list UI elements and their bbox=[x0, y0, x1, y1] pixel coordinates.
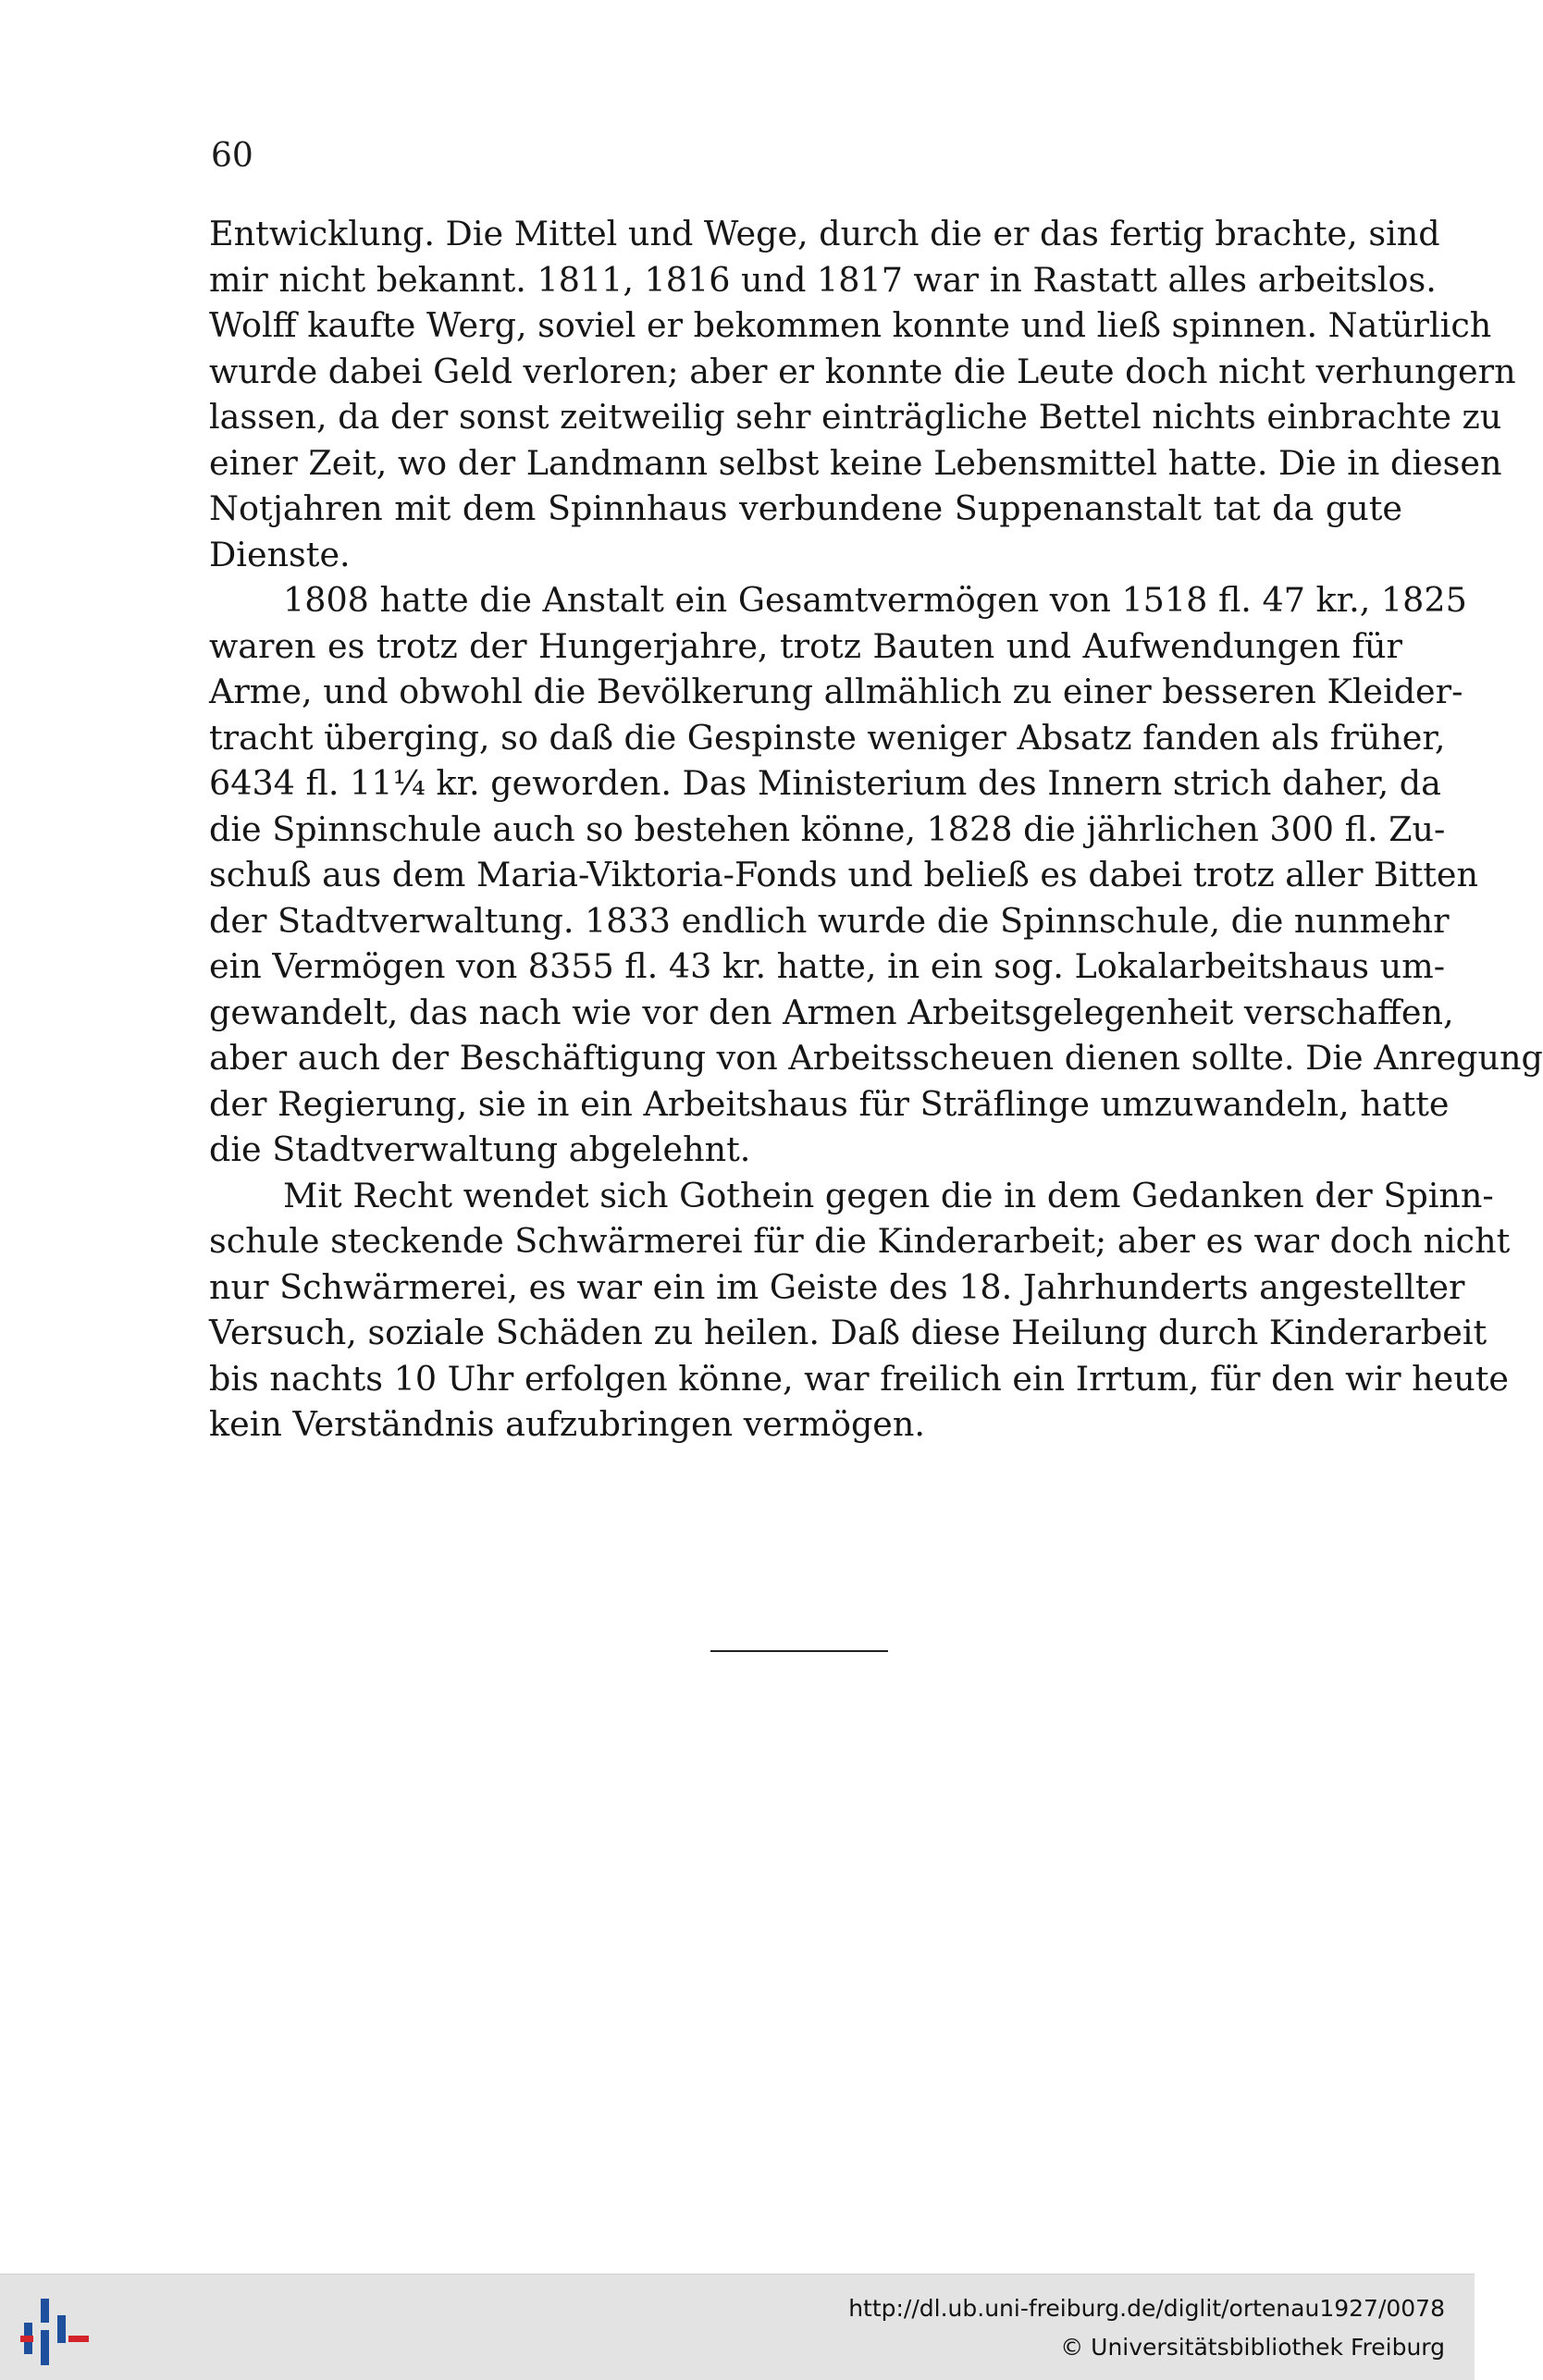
end-divider-rule bbox=[710, 1650, 888, 1652]
text-line: Wolff kaufte Werg, soviel er bekommen konnte und ließ spinnen. Natürlich bbox=[209, 305, 1492, 345]
logo-bar-mid-top bbox=[41, 2299, 49, 2323]
text-line: 6434 fl. 11¼ kr. geworden. Das Ministerium des Innern strich daher, da bbox=[209, 763, 1441, 803]
text-line: lassen, da der sonst zeitweilig sehr einträgliche Bettel nichts einbrachte zu bbox=[209, 397, 1502, 437]
logo-bar-right bbox=[57, 2315, 66, 2343]
text-line: kein Verständnis aufzubringen vermögen. bbox=[209, 1404, 926, 1444]
text-line: mir nicht bekannt. 1811, 1816 und 1817 war in Rastatt alles arbeitslos. bbox=[209, 259, 1437, 300]
text-line: einer Zeit, wo der Landmann selbst keine Lebensmittel hatte. Die in diesen bbox=[209, 442, 1502, 483]
text-line: schule steckende Schwärmerei für die Kinderarbeit; aber es war doch nicht bbox=[209, 1221, 1511, 1261]
text-line: 1808 hatte die Anstalt ein Gesamtvermögen von 1518 fl. 47 kr., 1825 bbox=[283, 580, 1467, 620]
page-number: 60 bbox=[211, 137, 253, 175]
ub-freiburg-logo-icon bbox=[20, 2288, 94, 2371]
text-line: die Stadtverwaltung abgelehnt. bbox=[209, 1129, 751, 1169]
document-url-link[interactable]: http://dl.ub.uni-freiburg.de/diglit/ortenau1927/0078 bbox=[848, 2295, 1445, 2322]
text-line: der Stadtverwaltung. 1833 endlich wurde die Spinnschule, die nunmehr bbox=[209, 900, 1450, 941]
text-line: schuß aus dem Maria-Viktoria-Fonds und beließ es dabei trotz aller Bitten bbox=[209, 855, 1478, 894]
copyright-notice: © Universitätsbibliothek Freiburg bbox=[1060, 2334, 1445, 2361]
text-line: Arme, und obwohl die Bevölkerung allmählich zu einer besseren Kleider- bbox=[209, 672, 1463, 711]
text-line: aber auch der Beschäftigung von Arbeitsscheuen dienen sollte. Die Anregung bbox=[209, 1038, 1543, 1078]
text-line: Entwicklung. Die Mittel und Wege, durch die er das fertig brachte, sind bbox=[209, 214, 1440, 253]
text-line: die Spinnschule auch so bestehen könne, 1828 die jährlichen 300 fl. Zu- bbox=[209, 808, 1446, 849]
logo-bar-mid-bottom bbox=[41, 2330, 49, 2365]
text-line: Dienste. bbox=[209, 534, 351, 574]
logo-red-dash-left bbox=[20, 2336, 33, 2342]
text-line: gewandelt, das nach wie vor den Armen Arbeitsgelegenheit verschaffen, bbox=[209, 992, 1454, 1032]
text-line: Mit Recht wendet sich Gothein gegen die in dem Gedanken der Spinn- bbox=[283, 1175, 1494, 1215]
text-line: der Regierung, sie in ein Arbeitshaus für Sträflinge umzuwandeln, hatte bbox=[209, 1083, 1450, 1124]
text-line: bis nachts 10 Uhr erfolgen könne, war freilich ein Irrtum, für den wir heute bbox=[209, 1358, 1510, 1399]
text-line: nur Schwärmerei, es war ein im Geiste des 18. Jahrhunderts angestellter bbox=[209, 1266, 1465, 1307]
text-line: Versuch, soziale Schäden zu heilen. Daß diese Heilung durch Kinderarbeit bbox=[209, 1313, 1487, 1352]
text-line: wurde dabei Geld verloren; aber er konnte die Leute doch nicht verhungern bbox=[209, 351, 1516, 391]
logo-red-dash-right bbox=[68, 2336, 89, 2342]
body-text bbox=[209, 211, 1543, 1448]
text-line: tracht überging, so daß die Gespinste weniger Absatz fanden als früher, bbox=[209, 717, 1446, 758]
text-line: Notjahren mit dem Spinnhaus verbundene Suppenanstalt tat da gute bbox=[209, 488, 1402, 528]
text-line: ein Vermögen von 8355 fl. 43 kr. hatte, in ein sog. Lokalarbeitshaus um- bbox=[209, 946, 1446, 986]
viewer-footer-bar bbox=[0, 2274, 1475, 2380]
text-line: waren es trotz der Hungerjahre, trotz Bauten und Aufwendungen für bbox=[209, 625, 1402, 666]
